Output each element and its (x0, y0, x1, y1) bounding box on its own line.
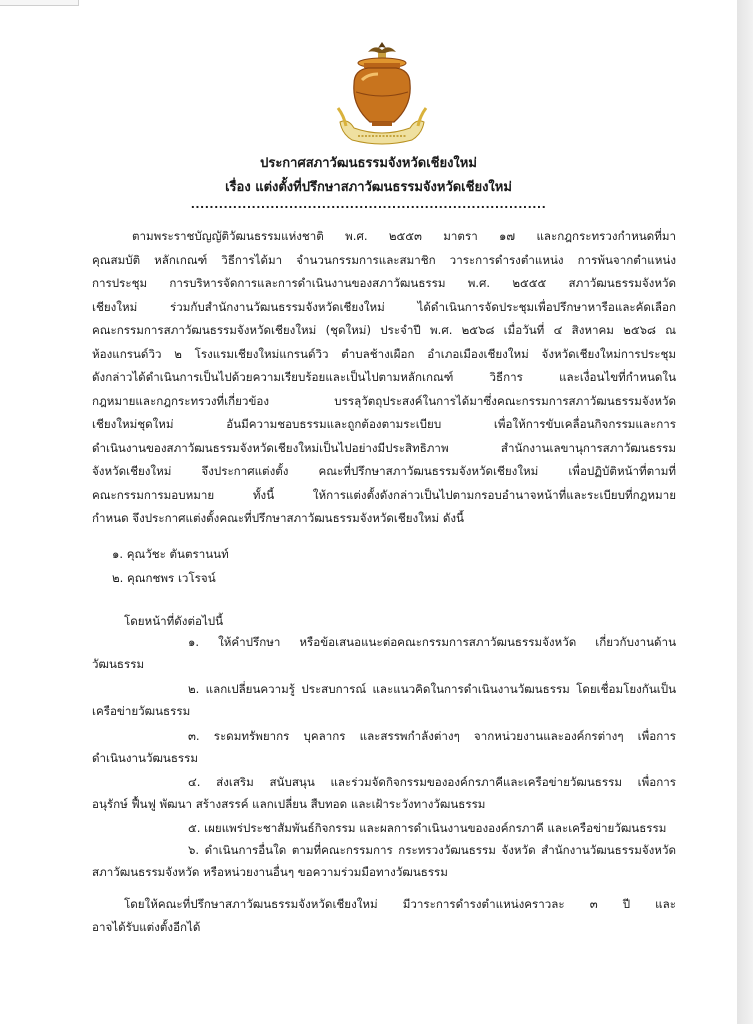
paragraph-line: การประชุม การบริหารจัดการและการดำเนินงานของสภาวัฒนธรรม พ.ศ. ๒๕๕๕ สภาวัฒนธรรมจังหวัด (92, 276, 676, 290)
duties-intro: โดยหน้าที่ดังต่อไปนี้ (124, 614, 224, 628)
paragraph-line: เชียงใหม่ชุดใหม่ อันมีความชอบธรรมและถูกต้องตามระเบียบ เพื่อให้การขับเคลื่อนกิจกรรมและการ (92, 417, 676, 431)
duty-item-continued: อนุรักษ์ ฟื้นฟู พัฒนา สร้างสรรค์ แลกเปลี่ยน สืบทอด และเฝ้าระวังทางวัฒนธรรม (92, 797, 486, 811)
paragraph-line: ดำเนินงานของสภาวัฒนธรรมจังหวัดเชียงใหม่เป็นไปอย่างมีประสิทธิภาพ สำนักงานเลขานุการสภาวัฒนธรรม (92, 440, 676, 455)
duty-item-continued: สภาวัฒนธรรมจังหวัด หรือหน่วยงานอื่นๆ ขอความร่วมมือทางวัฒนธรรม (92, 865, 448, 879)
duty-item: ๒. แลกเปลี่ยนความรู้ ประสบการณ์ และแนวคิดในการดำเนินงานวัฒนธรรม โดยเชื่อมโยงกันเป็น (188, 682, 676, 696)
paragraph-line: ห้องแกรนด์วิว ๒ โรงแรมเชียงใหม่แกรนด์วิว ตำบลช้างเผือก อำเภอเมืองเชียงใหม่ จังหวัดเชียงใหม่การประชุม (92, 346, 676, 361)
duty-item: ๖. ดำเนินการอื่นใด ตามที่คณะกรรมการ กระทรวงวัฒนธรรม จังหวัด สำนักงานวัฒนธรรมจังหวัด (188, 843, 676, 857)
duty-item: ๔. ส่งเสริม สนับสนุน และร่วมจัดกิจกรรมขององค์กรภาคีและเครือข่ายวัฒนธรรม เพื่อการ (188, 775, 676, 789)
closing-line: อาจได้รับแต่งตั้งอีกได้ (92, 920, 201, 934)
duty-item-continued: ดำเนินงานวัฒนธรรม (92, 751, 199, 765)
advisor-item: ๑. คุณวัชะ ตันตรานนท์ (112, 547, 229, 561)
paragraph-line: ตามพระราชบัญญัติวัฒนธรรมแห่งชาติ พ.ศ. ๒๕๕๓ มาตรา ๑๗ และกฎกระทรวงกำหนดที่มา (132, 229, 676, 243)
duty-item-continued: เครือข่ายวัฒนธรรม (92, 704, 191, 718)
announcement-title: ประกาศสภาวัฒนธรรมจังหวัดเชียงใหม่ (260, 156, 477, 171)
page-edge-shadow (737, 0, 753, 1024)
duty-item: ๑. ให้คำปรึกษา หรือข้อเสนอแนะต่อคณะกรรมการสภาวัฒนธรรมจังหวัด เกี่ยวกับงานด้าน (188, 635, 676, 649)
paragraph-line: ดังกล่าวได้ดำเนินการเป็นไปด้วยความเรียบร้อยและเป็นไปตามหลักเกณฑ์ วิธีการ และเงื่อนไขที่กำหนดใน (92, 370, 676, 384)
advisor-item: ๒. คุณกชพร เวโรจน์ (112, 571, 216, 585)
closing-line: โดยให้คณะที่ปรึกษาสภาวัฒนธรรมจังหวัดเชียงใหม่ มีวาระการดำรงตำแหน่งคราวละ ๓ ปี และ (124, 897, 676, 911)
paragraph-line: คณะกรรมการมอบหมาย ทั้งนี้ ให้การแต่งตั้งดังกล่าวเป็นไปตามกรอบอำนาจหน้าที่และระเบียบที่กฎหมาย (92, 487, 676, 502)
duty-item: ๕. เผยแพร่ประชาสัมพันธ์กิจกรรม และผลการดำเนินงานขององค์กรภาคี และเครือข่ายวัฒนธรรม (188, 821, 667, 835)
paragraph-line: คณะกรรมการสภาวัฒนธรรมจังหวัดเชียงใหม่ (ชุดใหม่) ประจำปี พ.ศ. ๒๕๖๘ เมื่อวันที่ ๔ สิงหาคม ๒๕๖๘ ณ (92, 323, 676, 337)
paragraph-line: กำหนด จึงประกาศแต่งตั้งคณะที่ปรึกษาสภาวัฒนธรรมจังหวัดเชียงใหม่ ดังนี้ (92, 511, 464, 525)
paragraph-line: กฎหมายและกฎกระทรวงที่เกี่ยวข้อง บรรลุวัตถุประสงค์ในการได้มาซึ่งคณะกรรมการสภาวัฒนธรรมจังหวัด (92, 393, 676, 408)
separator-dots: ............................................................................ (190, 198, 547, 211)
seal-emblem (328, 36, 436, 148)
duty-item: ๓. ระดมทรัพยากร บุคลากร และสรรพกำลังต่างๆ จากหน่วยงานและองค์กรต่างๆ เพื่อการ (188, 729, 676, 743)
duty-item-continued: วัฒนธรรม (92, 657, 145, 671)
paragraph-line: เชียงใหม่ ร่วมกับสำนักงานวัฒนธรรมจังหวัดเชียงใหม่ ได้ดำเนินการจัดประชุมเพื่อปรึกษาหารือและคัดเลือก (92, 299, 676, 314)
paragraph-line: คุณสมบัติ หลักเกณฑ์ วิธีการได้มา จำนวนกรรมการและสมาชิก วาระการดำรงตำแหน่ง การพ้นจากตำแหน่ง (92, 252, 676, 267)
paragraph-line: จังหวัดเชียงใหม่ จึงประกาศแต่งตั้ง คณะที่ปรึกษาสภาวัฒนธรรมจังหวัดเชียงใหม่ เพื่อปฏิบัติหน้าที่ตามที่ (92, 464, 676, 478)
announcement-subject: เรื่อง แต่งตั้งที่ปรึกษาสภาวัฒนธรรมจังหวัดเชียงใหม่ (225, 180, 512, 195)
page-fold-mark (0, 0, 79, 6)
